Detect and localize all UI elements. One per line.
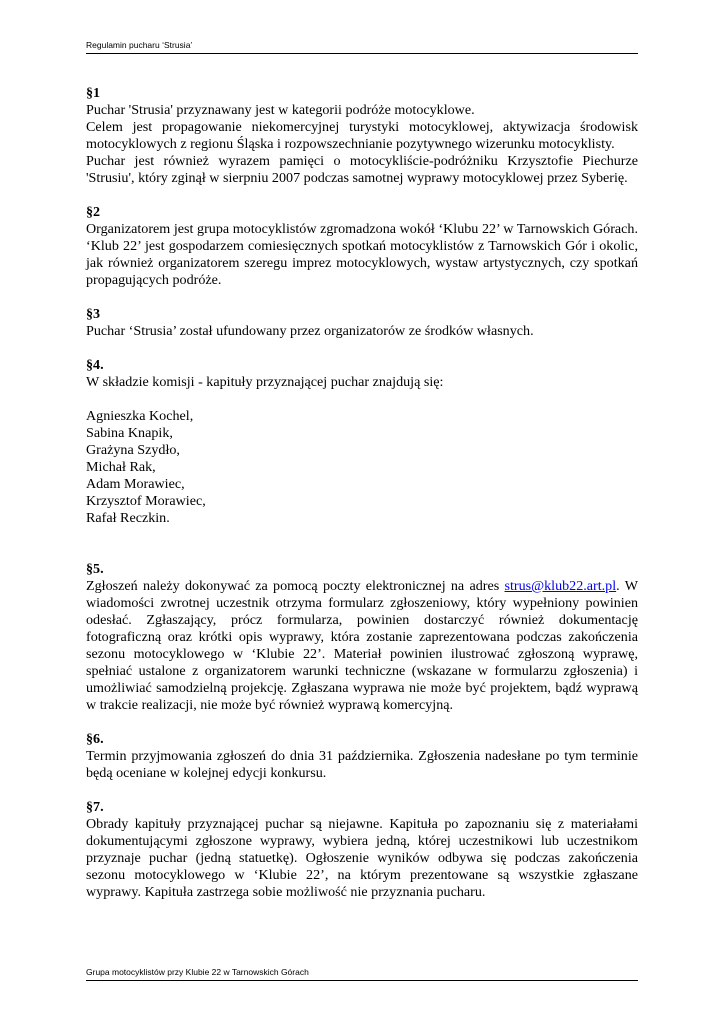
- section-1-paragraph-1: Puchar 'Strusia' przyznawany jest w kategorii podróże motocyklowe.: [86, 102, 475, 118]
- committee-member: Grażyna Szydło,: [86, 442, 180, 458]
- committee-members-list: [86, 408, 638, 527]
- section-5-text-after-email: . W wiadomości zwrotnej uczestnik otrzyma formularz zgłoszeniowy, który wypełniony powinien odesłać. Zgłaszający, prócz formularza, powinien dostarczyć również dokumentację fotograficzną oraz krótki opis wyprawy, która zostanie zaprezentowana podczas zakończenia sezonu motocyklowego w ‘Klubie 22’. Materiał powinien ilustrować zgłoszoną wyprawę, spełniać ustalone z organizatorem warunki techniczne (wskazane w formularzu zgłoszenia) i umożliwiać samodzielną projekcję. Zgłaszana wyprawa nie może być projektem, bądź wyprawą w trakcie realizacji, nie może być również wyprawą komercyjną.: [86, 578, 638, 713]
- section-7-title: §7.: [86, 799, 104, 815]
- section-3: [86, 306, 638, 340]
- section-2-title: §2: [86, 204, 101, 220]
- section-2: [86, 204, 638, 289]
- section-4-title: §4.: [86, 357, 104, 373]
- committee-member: Sabina Knapik,: [86, 425, 173, 441]
- section-1-paragraph-3: Puchar jest również wyrazem pamięci o motocykliście-podróżniku Krzysztofie Piechurze 'Strusiu', który zginął w sierpniu 2007 podczas samotnej wyprawy motocyklowej przez Syberię.: [86, 153, 638, 186]
- section-6: [86, 731, 638, 782]
- section-5: [86, 561, 638, 714]
- section-3-title: §3: [86, 306, 101, 322]
- section-4: [86, 357, 638, 527]
- section-1-title: §1: [86, 85, 101, 101]
- section-7: [86, 799, 638, 901]
- section-1: [86, 85, 638, 187]
- section-5-title: §5.: [86, 561, 104, 577]
- section-1-paragraph-2: Celem jest propagowanie niekomercyjnej turystyki motocyklowej, aktywizacja środowisk motocyklowych z regionu Śląska i rozpowszechnianie pozytywnego wizerunku motocyklisty.: [86, 119, 638, 152]
- committee-member: Rafał Reczkin.: [86, 510, 170, 526]
- committee-member: Adam Morawiec,: [86, 476, 185, 492]
- section-2-paragraph-1: Organizatorem jest grupa motocyklistów zgromadzona wokół ‘Klubu 22’ w Tarnowskich Górach. ‘Klub 22’ jest gospodarzem comiesięcznych spotkań motocyklistów z Tarnowskich Gór i okolic, jak również organizatorem szeregu imprez motocyklowych, wystaw artystycznych, czy spotkań propagujących podróże.: [86, 221, 638, 288]
- section-6-paragraph-1: Termin przyjmowania zgłoszeń do dnia 31 października. Zgłoszenia nadesłane po tym terminie będą oceniane w kolejnej edycji konkursu.: [86, 748, 638, 781]
- page-footer: Grupa motocyklistów przy Klubie 22 w Tarnowskich Górach: [86, 967, 638, 981]
- section-5-paragraph-1: [86, 578, 638, 714]
- committee-member: Agnieszka Kochel,: [86, 408, 194, 424]
- section-3-paragraph-1: Puchar ‘Strusia’ został ufundowany przez organizatorów ze środków własnych.: [86, 323, 534, 339]
- committee-member: Krzysztof Morawiec,: [86, 493, 206, 509]
- email-link[interactable]: strus@klub22.art.pl: [504, 578, 617, 594]
- section-7-paragraph-1: Obrady kapituły przyznającej puchar są niejawne. Kapituła po zapoznaniu się z materiałami dokumentującymi zgłoszone wyprawy, wybiera jedną, której uczestnikowi lub uczestnikom przyznaje puchar (jedną statuetkę). Ogłoszenie wyników odbywa się podczas zakończenia sezonu motocyklowego w ‘Klubie 22’, na którym prezentowane są wszystkie zgłaszane wyprawy. Kapituła zastrzega sobie możliwość nie przyznania pucharu.: [86, 816, 638, 900]
- committee-member: Michał Rak,: [86, 459, 156, 475]
- document-body: [86, 85, 638, 901]
- section-5-text-before-email: Zgłoszeń należy dokonywać za pomocą poczty elektronicznej na adres: [86, 578, 505, 594]
- section-4-paragraph-1: W składzie komisji - kapituły przyznającej puchar znajdują się:: [86, 374, 444, 390]
- section-6-title: §6.: [86, 731, 104, 747]
- page-header: Regulamin pucharu ‘Strusia’: [86, 40, 638, 54]
